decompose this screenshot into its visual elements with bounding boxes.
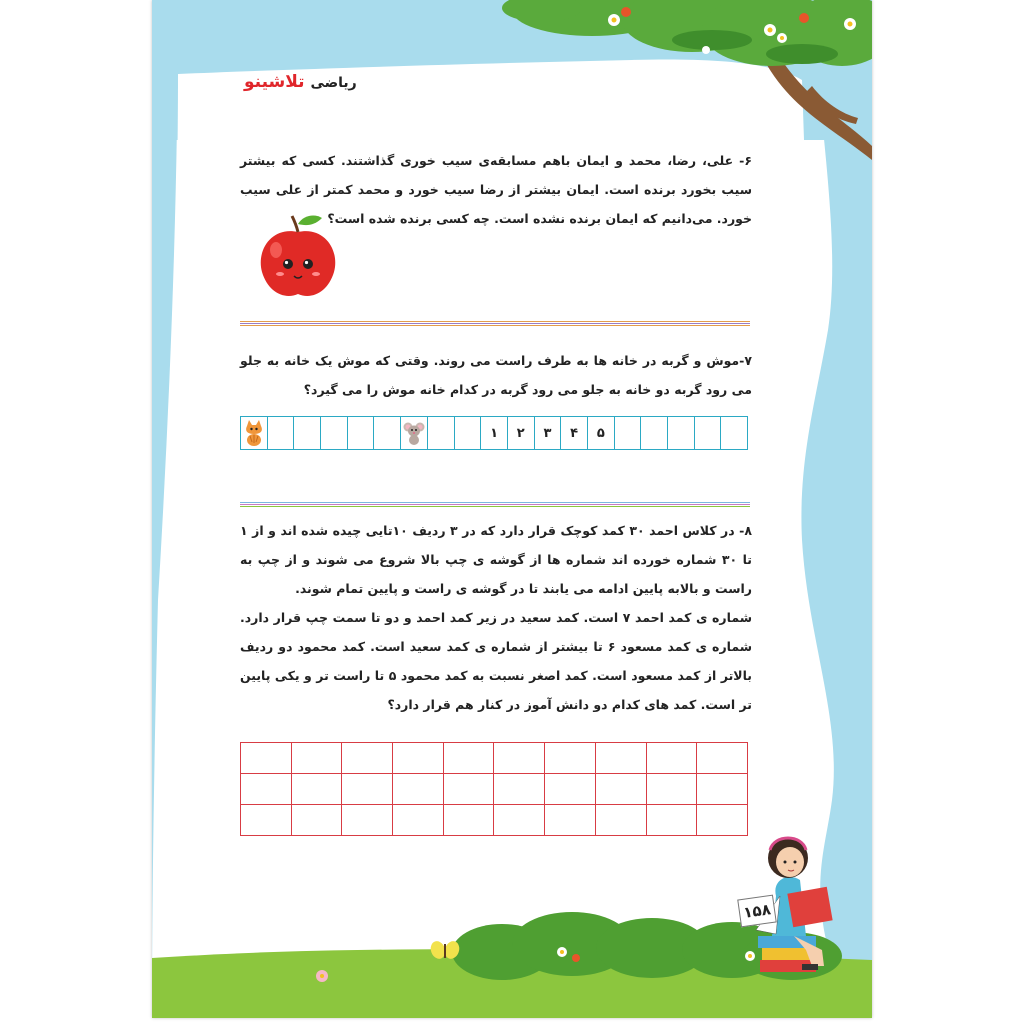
locker-cell: [646, 743, 697, 774]
strip-cell: [294, 417, 321, 449]
cat-icon: [244, 420, 264, 446]
locker-cell: [241, 774, 292, 805]
strip-cell: [721, 417, 747, 449]
locker-cell: [241, 805, 292, 836]
locker-grid: [240, 742, 748, 836]
strip-cell: [668, 417, 695, 449]
cat-mouse-strip: [240, 416, 748, 450]
strip-cell: [348, 417, 375, 449]
question-8: [240, 516, 752, 719]
locker-cell: [443, 774, 494, 805]
mouse-icon: [403, 421, 425, 445]
locker-cell: [646, 805, 697, 836]
strip-cell-number-4: ۴: [561, 417, 588, 449]
strip-cell: [455, 417, 482, 449]
question-6-text: ۶- علی، رضا، محمد و ایمان باهم مسابقه‌ی سیب خوری گذاشتند. کسی که بیشتر سیب بخورد برنده است. ایمان بیشتر از رضا سیب خورد و محمد کمتر از علی سیب خورد. می‌دانیم که ایمان برنده نشده است. چه کسی برنده شده است؟: [240, 153, 752, 226]
strip-cell-mouse: [401, 417, 428, 449]
strip-cell: [268, 417, 295, 449]
strip-cell-number-3: ۳: [535, 417, 562, 449]
locker-cell: [646, 774, 697, 805]
locker-cell: [545, 743, 596, 774]
question-7-text: ۷-موش و گربه در خانه ها به طرف راست می روند. وقتی که موش یک خانه به جلو می رود گربه دو خانه به جلو می رود گربه در کدام خانه موش را می گیرد؟: [240, 353, 752, 397]
strip-cell-number-2: ۲: [508, 417, 535, 449]
locker-cell: [494, 805, 545, 836]
locker-row: [241, 805, 748, 836]
locker-cell: [291, 743, 342, 774]
locker-row: [241, 743, 748, 774]
locker-cell: [393, 743, 444, 774]
brand-logo: [244, 72, 357, 92]
locker-cell: [393, 805, 444, 836]
locker-cell: [595, 774, 646, 805]
subject-label: ریاضی: [310, 75, 357, 91]
locker-cell: [697, 805, 748, 836]
sky-right: [801, 0, 872, 1018]
locker-cell: [241, 743, 292, 774]
divider-1: [240, 321, 750, 327]
workbook-page: [152, 0, 872, 1018]
strip-cell: [641, 417, 668, 449]
locker-cell: [697, 774, 748, 805]
locker-cell: [443, 743, 494, 774]
strip-cell-cat: [241, 417, 268, 449]
locker-cell: [697, 743, 748, 774]
locker-cell: [443, 805, 494, 836]
locker-cell: [545, 805, 596, 836]
strip-cell: [374, 417, 401, 449]
locker-row: [241, 774, 748, 805]
question-8-paragraph-2: شماره ی کمد احمد ۷ است. کمد سعید در زیر کمد احمد و دو تا سمت چپ قرار دارد. شماره ی کمد مسعود ۶ تا بیشتر از شماره ی کمد سعید است. کمد محمود دو ردیف بالاتر از کمد مسعود است. کمد اصغر نسبت به کمد محمود ۵ تا راست تر و یکی پایین تر است. کمد های کدام دو دانش آموز در کنار هم قرار دارد؟: [240, 610, 753, 712]
locker-cell: [545, 774, 596, 805]
locker-cell: [494, 774, 545, 805]
locker-cell: [342, 743, 393, 774]
locker-cell: [595, 805, 646, 836]
locker-cell: [291, 774, 342, 805]
locker-cell: [393, 774, 444, 805]
page-number: ۱۵۸: [737, 895, 777, 928]
locker-cell: [342, 805, 393, 836]
question-7: [240, 346, 752, 404]
strip-cell: [695, 417, 722, 449]
locker-cell: [595, 743, 646, 774]
strip-cell-number-1: ۱: [481, 417, 508, 449]
question-6: [240, 146, 752, 233]
locker-cell: [342, 774, 393, 805]
divider-2: [240, 502, 750, 508]
question-8-paragraph-1: ۸- در کلاس احمد ۳۰ کمد کوچک قرار دارد که در ۳ ردیف ۱۰تایی چیده شده اند و از ۱ تا ۳۰ شماره خورده اند شماره ها از گوشه ی چپ بالا شروع می شوند و از چپ به راست و بالابه پایین ادامه می یابند تا در گوشه ی راست و پایین تمام شوند.: [240, 523, 753, 596]
strip-cell-number-5: ۵: [588, 417, 615, 449]
locker-cell: [291, 805, 342, 836]
strip-cell: [615, 417, 642, 449]
strip-cell: [321, 417, 348, 449]
brand-name: تلاشینو: [244, 72, 305, 92]
sky-left: [152, 0, 178, 1018]
strip-cell: [428, 417, 455, 449]
locker-cell: [494, 743, 545, 774]
